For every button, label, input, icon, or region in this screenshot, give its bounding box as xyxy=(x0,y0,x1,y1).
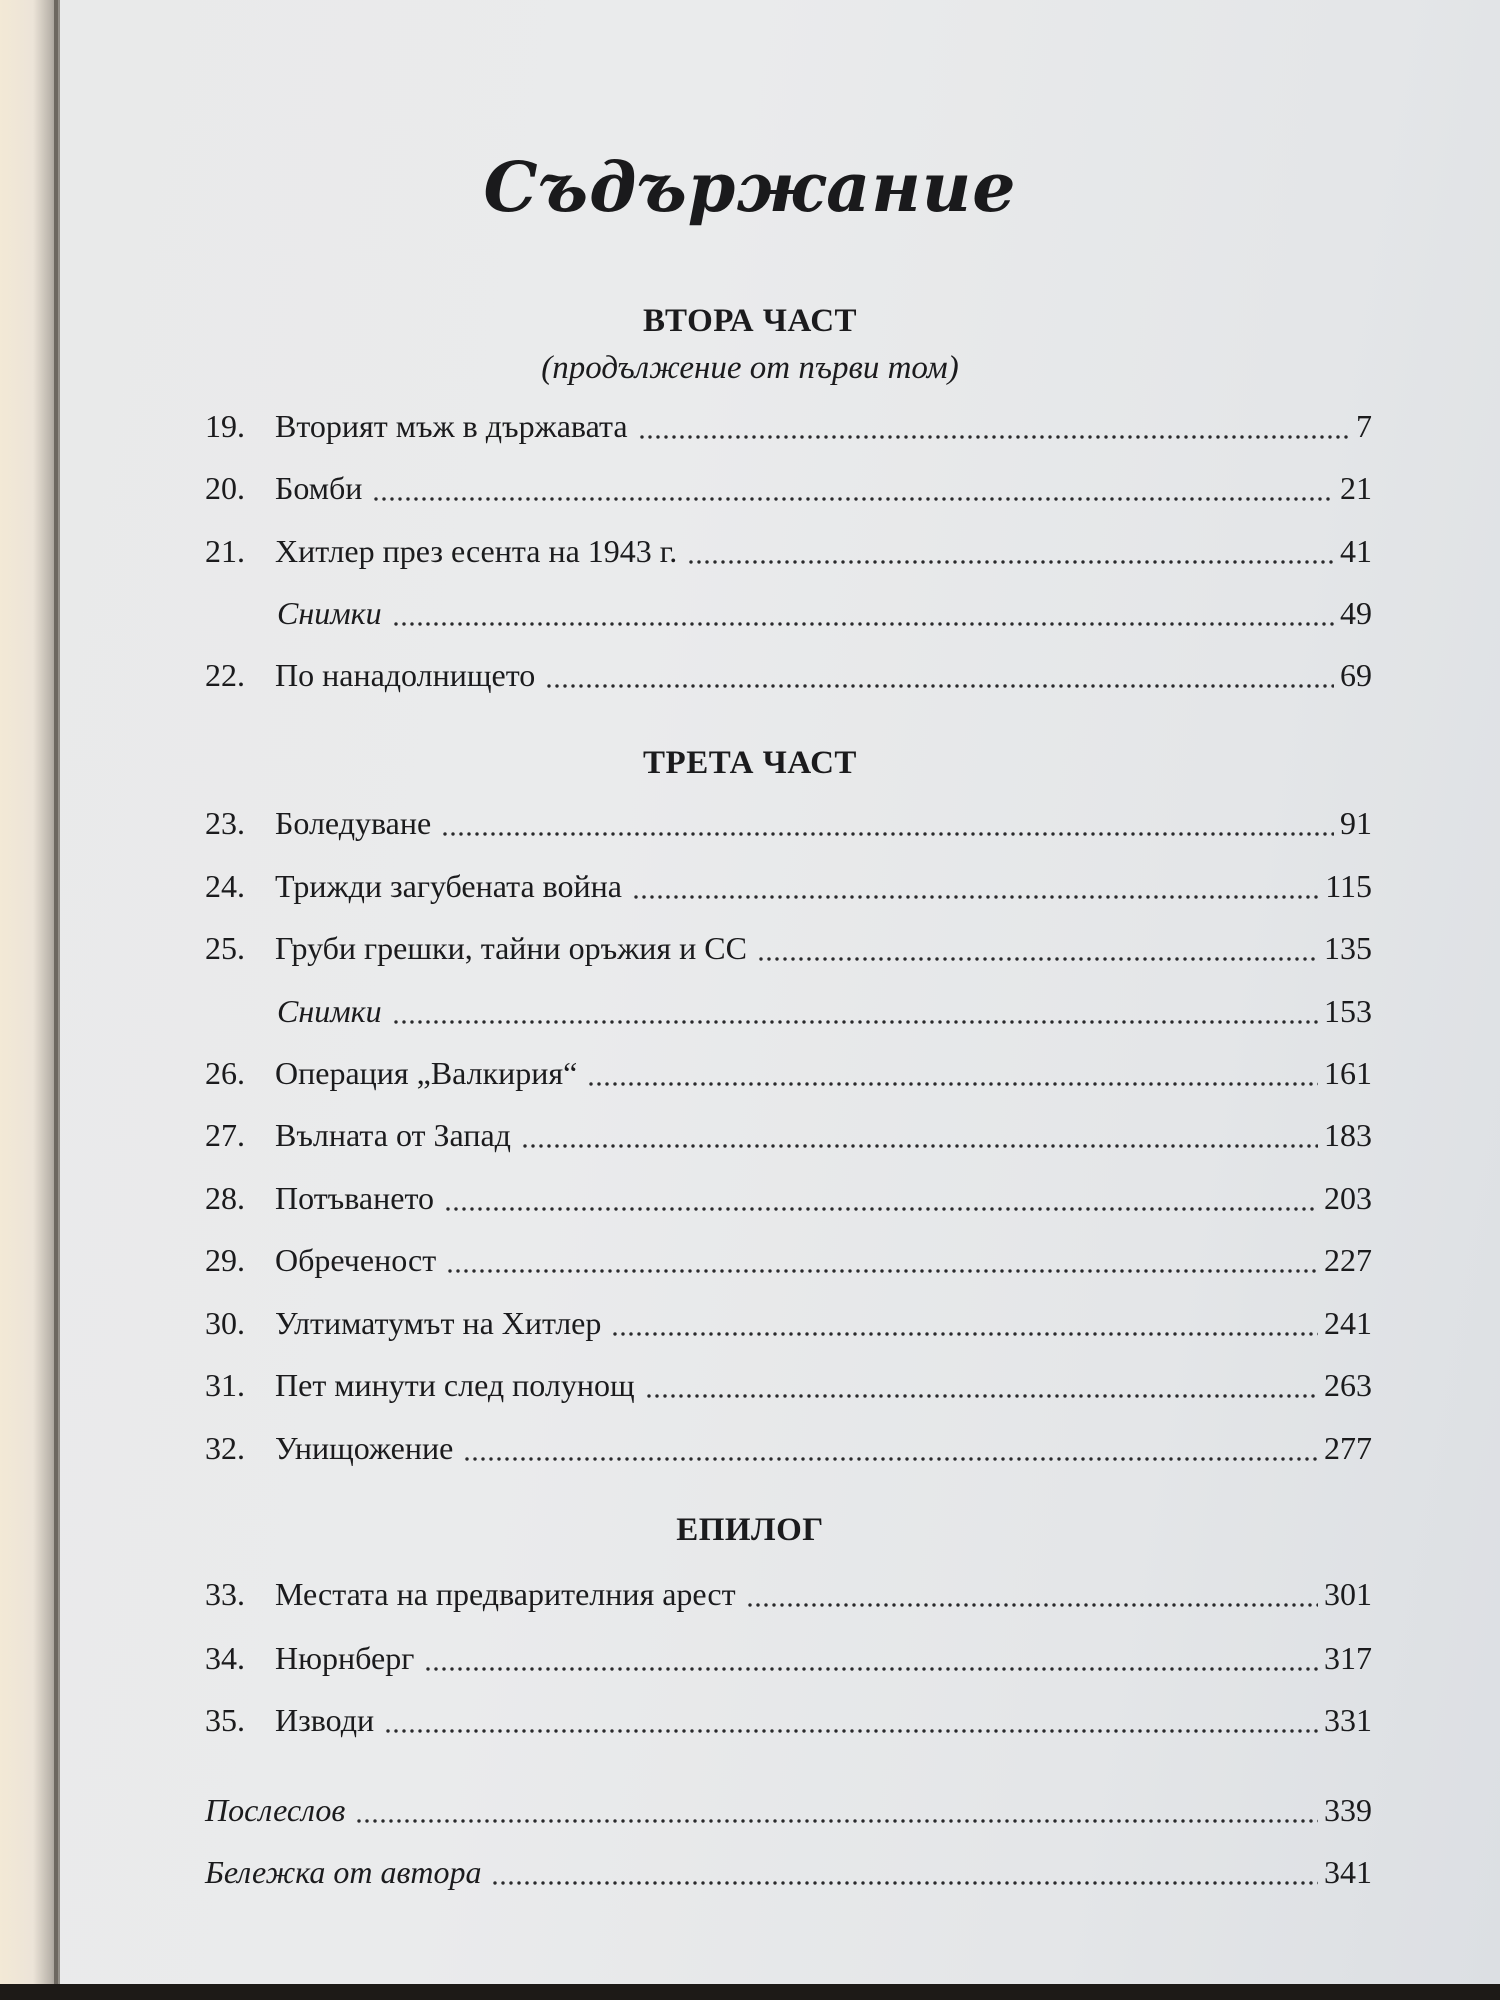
chapter-title: По нанадолнището xyxy=(275,657,536,693)
leader-dots xyxy=(587,1082,1318,1086)
toc-entry-photos xyxy=(205,993,1372,1033)
toc-entry xyxy=(205,1055,1372,1095)
toc-entry-photos xyxy=(205,595,1372,635)
chapter-number: 22. xyxy=(205,657,245,693)
leader-dots xyxy=(645,1394,1318,1398)
page-number: 7 xyxy=(1356,408,1372,444)
page-number: 21 xyxy=(1340,470,1372,506)
leader-dots xyxy=(632,895,1319,899)
part-heading-epilogue: ЕПИЛОГ xyxy=(676,1512,824,1548)
toc-entry xyxy=(205,533,1372,573)
leader-dots xyxy=(392,622,1334,626)
page-number: 41 xyxy=(1340,533,1372,569)
page-number: 153 xyxy=(1324,993,1372,1029)
chapter-title: Местата на предварителния арест xyxy=(275,1576,736,1612)
chapter-title: Потъването xyxy=(275,1180,434,1216)
leader-dots xyxy=(372,497,1334,501)
leader-dots xyxy=(545,684,1334,688)
page-number: 341 xyxy=(1324,1854,1372,1890)
toc-entry xyxy=(205,1242,1372,1282)
chapter-title: Операция „Валкирия“ xyxy=(275,1055,578,1091)
chapter-title: Изводи xyxy=(275,1702,375,1738)
page-title: Съдържание xyxy=(483,148,1017,228)
page-number: 301 xyxy=(1324,1576,1372,1612)
chapter-number: 27. xyxy=(205,1117,245,1153)
chapter-title: Нюрнберг xyxy=(275,1640,415,1676)
page-number: 183 xyxy=(1324,1117,1372,1153)
page-number: 317 xyxy=(1324,1640,1372,1676)
chapter-number: 24. xyxy=(205,868,245,904)
chapter-number: 29. xyxy=(205,1242,245,1278)
chapter-title: Трижди загубената война xyxy=(275,868,622,904)
chapter-number: 35. xyxy=(205,1702,245,1738)
backmatter-title: Послеслов xyxy=(205,1792,346,1828)
chapter-title: Боледуване xyxy=(275,805,432,841)
part-subheading-2: (продължение от първи том) xyxy=(541,350,959,386)
chapter-number: 34. xyxy=(205,1640,245,1676)
leader-dots xyxy=(463,1457,1318,1461)
chapter-title: Снимки xyxy=(277,595,382,631)
chapter-number: 31. xyxy=(205,1367,245,1403)
toc-entry xyxy=(205,868,1372,908)
page-number: 241 xyxy=(1324,1305,1372,1341)
leader-dots xyxy=(424,1667,1318,1671)
leader-dots xyxy=(392,1020,1318,1024)
page-number: 339 xyxy=(1324,1792,1372,1828)
toc-entry xyxy=(205,1430,1372,1470)
leader-dots xyxy=(491,1881,1318,1885)
chapter-number: 20. xyxy=(205,470,245,506)
chapter-title: Пет минути след полунощ xyxy=(275,1367,635,1403)
toc-entry xyxy=(205,1367,1372,1407)
chapter-title: Бомби xyxy=(275,470,363,506)
page-number: 135 xyxy=(1324,930,1372,966)
chapter-title: Ултиматумът на Хитлер xyxy=(275,1305,602,1341)
page-number: 49 xyxy=(1340,595,1372,631)
leader-dots xyxy=(384,1729,1318,1733)
chapter-title: Обреченост xyxy=(275,1242,437,1278)
toc-entry xyxy=(205,1305,1372,1345)
page-number: 203 xyxy=(1324,1180,1372,1216)
page-number: 161 xyxy=(1324,1055,1372,1091)
leader-dots xyxy=(355,1819,1318,1823)
chapter-number: 23. xyxy=(205,805,245,841)
chapter-number: 28. xyxy=(205,1180,245,1216)
chapter-number: 25. xyxy=(205,930,245,966)
page-number: 263 xyxy=(1324,1367,1372,1403)
toc-entry xyxy=(205,1702,1372,1742)
page-gutter xyxy=(0,0,60,1984)
chapter-title: Хитлер през есента на 1943 г. xyxy=(275,533,678,569)
leader-dots xyxy=(446,1269,1318,1273)
page-number: 331 xyxy=(1324,1702,1372,1738)
toc-entry xyxy=(205,805,1372,845)
chapter-number: 32. xyxy=(205,1430,245,1466)
leader-dots xyxy=(611,1332,1318,1336)
chapter-title: Унищожение xyxy=(275,1430,454,1466)
toc-entry xyxy=(205,657,1372,697)
leader-dots xyxy=(757,957,1318,961)
leader-dots xyxy=(638,435,1350,439)
toc-entry xyxy=(205,1576,1372,1616)
chapter-number: 30. xyxy=(205,1305,245,1341)
toc-entry xyxy=(205,930,1372,970)
toc-entry-backmatter xyxy=(205,1854,1372,1894)
part-heading-2: ВТОРА ЧАСТ xyxy=(642,303,858,339)
toc-entry xyxy=(205,1117,1372,1157)
leader-dots xyxy=(521,1144,1318,1148)
chapter-number: 33. xyxy=(205,1576,245,1612)
toc-entry-backmatter xyxy=(205,1792,1372,1832)
backmatter-title: Бележка от автора xyxy=(205,1854,482,1890)
page-number: 91 xyxy=(1340,805,1372,841)
chapter-number: 21. xyxy=(205,533,245,569)
chapter-title: Груби грешки, тайни оръжия и СС xyxy=(275,930,747,966)
chapter-title: Снимки xyxy=(277,993,382,1029)
part-heading-3: ТРЕТА ЧАСТ xyxy=(643,745,857,781)
page-number: 277 xyxy=(1324,1430,1372,1466)
leader-dots xyxy=(687,560,1334,564)
toc-entry xyxy=(205,1640,1372,1680)
leader-dots xyxy=(441,832,1334,836)
chapter-number: 19. xyxy=(205,408,245,444)
leader-dots xyxy=(746,1603,1318,1607)
chapter-title: Вълната от Запад xyxy=(275,1117,511,1153)
leader-dots xyxy=(444,1207,1318,1211)
toc-entry xyxy=(205,408,1372,448)
binding-edge xyxy=(54,0,58,1984)
page-number: 115 xyxy=(1325,868,1372,904)
toc-entry xyxy=(205,470,1372,510)
page-number: 69 xyxy=(1340,657,1372,693)
chapter-number: 26. xyxy=(205,1055,245,1091)
toc-entry xyxy=(205,1180,1372,1220)
chapter-title: Вторият мъж в държавата xyxy=(275,408,628,444)
page-number: 227 xyxy=(1324,1242,1372,1278)
